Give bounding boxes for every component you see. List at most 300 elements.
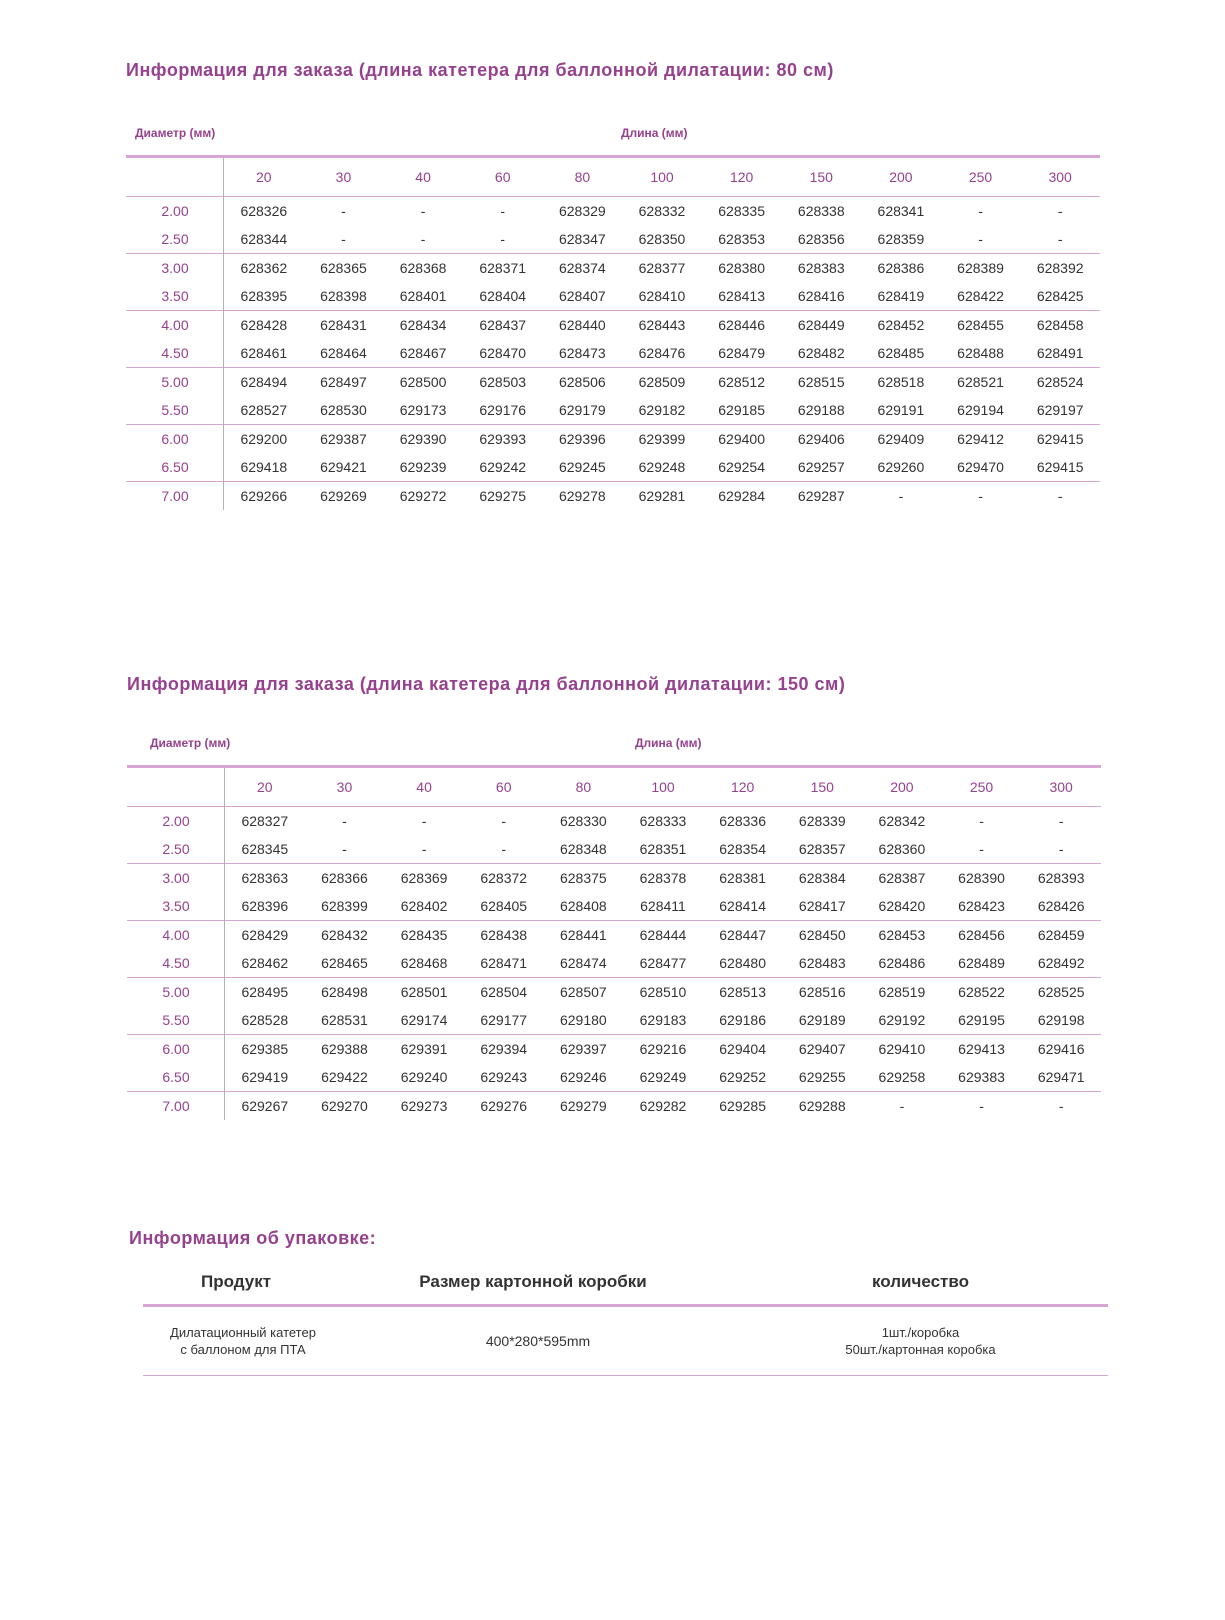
catalog-number-cell: 628374	[558, 260, 606, 276]
catalog-number-cell: 628486	[862, 949, 942, 978]
diameter-cell: 5.50	[126, 396, 224, 425]
packaging-header-row	[143, 1260, 1108, 1304]
catalog-number-cell: 629470	[941, 453, 1021, 482]
catalog-number-cell: 629410	[878, 1041, 926, 1057]
catalog-number-cell: 628501	[400, 984, 448, 1000]
catalog-number-cell: 629421	[304, 453, 384, 482]
catalog-number-cell: -	[463, 225, 543, 254]
catalog-number-cell: 628458	[1036, 317, 1084, 333]
catalog-number-cell: 628371	[479, 260, 527, 276]
catalog-number-cell: 628354	[703, 835, 783, 864]
catalog-number-cell: -	[898, 488, 904, 504]
catalog-number-cell: 628519	[878, 984, 926, 1000]
catalog-number-cell: 628468	[384, 949, 464, 978]
catalog-number-cell: 628353	[702, 225, 782, 254]
catalog-number-cell: 629413	[958, 1041, 1005, 1057]
length-header-cell: 200	[861, 158, 941, 197]
catalog-number-cell: 628513	[719, 984, 766, 1000]
catalog-number-cell: -	[1020, 225, 1100, 254]
catalog-number-cell: 629285	[719, 1098, 766, 1114]
catalog-number-cell: 629194	[941, 396, 1021, 425]
catalog-number-cell: 629255	[782, 1063, 862, 1092]
catalog-number-cell: 628450	[798, 927, 846, 943]
quantity-cell	[733, 1324, 1108, 1358]
catalog-number-cell: 628462	[225, 949, 305, 978]
catalog-number-cell: 628350	[622, 225, 702, 254]
diameter-cell: 4.50	[126, 339, 224, 368]
catalog-number-cell: 629409	[877, 431, 925, 447]
catalog-number-cell: 628333	[639, 813, 687, 829]
catalog-number-cell: 628504	[480, 984, 528, 1000]
length-header-cell: 30	[305, 768, 385, 807]
catalog-number-cell: 628516	[798, 984, 846, 1000]
catalog-number-cell: 629385	[241, 1041, 289, 1057]
catalog-number-cell: 628494	[240, 374, 288, 390]
catalog-number-cell: 629254	[702, 453, 782, 482]
catalog-number-cell: 628339	[798, 813, 846, 829]
catalog-number-cell: 629278	[558, 488, 606, 504]
catalog-number-cell: 628512	[718, 374, 765, 390]
catalog-number-cell: 629267	[241, 1098, 289, 1114]
catalog-number-cell: 629415	[1036, 431, 1084, 447]
catalog-number-cell: 629272	[399, 488, 447, 504]
catalog-number-cell: -	[978, 203, 983, 219]
diameter-cell: 6.00	[162, 1041, 190, 1057]
catalog-number-cell: 629245	[543, 453, 623, 482]
catalog-number-cell: 628435	[400, 927, 448, 943]
catalog-number-cell: 628377	[638, 260, 686, 276]
catalog-number-cell: -	[979, 813, 984, 829]
catalog-number-cell: 629275	[479, 488, 527, 504]
header-corner-cell	[127, 768, 225, 807]
catalog-number-cell: 629185	[702, 396, 782, 425]
catalog-number-cell: -	[501, 813, 507, 829]
catalog-number-cell: 629471	[1021, 1063, 1101, 1092]
catalog-number-cell: 629257	[781, 453, 861, 482]
catalog-number-cell: 628402	[384, 892, 464, 921]
catalog-number-cell: 629391	[400, 1041, 448, 1057]
catalog-number-cell: 628335	[718, 203, 765, 219]
catalog-number-cell: 628432	[321, 927, 368, 943]
length-header-cell: 60	[464, 768, 544, 807]
catalog-number-cell: 628366	[321, 870, 368, 886]
catalog-number-cell: 628363	[241, 870, 289, 886]
catalog-number-cell: 628329	[558, 203, 606, 219]
diameter-cell: 2.50	[127, 835, 225, 864]
product-name-line-1: Дилатационный катетер	[170, 1325, 316, 1340]
catalog-number-cell: 628341	[877, 203, 925, 219]
catalog-number-cell: 628465	[305, 949, 385, 978]
catalog-number-cell: 629197	[1020, 396, 1100, 425]
catalog-number-cell: 628357	[782, 835, 862, 864]
catalog-number-cell: 629407	[798, 1041, 846, 1057]
catalog-number-cell: 628345	[225, 835, 305, 864]
length-header-cell: 120	[702, 158, 782, 197]
diameter-cell: 4.00	[161, 317, 189, 333]
catalog-number-cell: 629279	[559, 1098, 607, 1114]
length-header-cell: 20	[225, 768, 305, 807]
diameter-label: Диаметр (мм)	[135, 126, 216, 140]
catalog-number-cell: -	[942, 835, 1022, 864]
diameter-cell: 4.00	[162, 927, 190, 943]
catalog-number-cell: 629397	[559, 1041, 607, 1057]
diameter-cell: 2.00	[161, 203, 189, 219]
catalog-number-cell: 628414	[703, 892, 783, 921]
catalog-number-cell: 628398	[304, 282, 384, 311]
catalog-number-cell: 628498	[321, 984, 368, 1000]
catalog-number-cell: 629287	[797, 488, 845, 504]
catalog-number-cell: 628470	[463, 339, 543, 368]
catalog-number-cell: 629176	[463, 396, 543, 425]
catalog-number-cell: 629216	[639, 1041, 687, 1057]
catalog-number-cell: 628362	[240, 260, 288, 276]
catalog-number-cell: 629415	[1020, 453, 1100, 482]
catalog-number-cell: 629249	[623, 1063, 703, 1092]
catalog-number-cell: 629258	[862, 1063, 942, 1092]
catalog-number-cell: 629422	[305, 1063, 385, 1092]
catalog-number-cell: 629400	[718, 431, 765, 447]
catalog-number-cell: 629281	[638, 488, 686, 504]
catalog-number-cell: 628425	[1020, 282, 1100, 311]
length-header-cell: 250	[941, 158, 1021, 197]
catalog-number-cell: 628413	[702, 282, 782, 311]
catalog-number-cell: 629406	[797, 431, 845, 447]
catalog-number-cell: 629173	[383, 396, 463, 425]
catalog-number-cell: 628437	[479, 317, 527, 333]
catalog-number-cell: 629288	[798, 1098, 846, 1114]
catalog-number-cell: 628441	[559, 927, 607, 943]
length-label: Длина (мм)	[635, 736, 702, 750]
catalog-number-cell: 629282	[639, 1098, 687, 1114]
catalog-number-cell: 629396	[558, 431, 606, 447]
catalog-number-cell: 628438	[480, 927, 528, 943]
catalog-number-cell: 628416	[781, 282, 861, 311]
catalog-number-cell: 629188	[781, 396, 861, 425]
catalog-number-cell: -	[342, 813, 347, 829]
catalog-number-cell: 629198	[1021, 1006, 1101, 1035]
catalog-number-cell: 628497	[320, 374, 367, 390]
catalog-number-cell: 628455	[957, 317, 1004, 333]
catalog-number-cell: 628515	[797, 374, 845, 390]
catalog-number-cell: 629388	[321, 1041, 368, 1057]
catalog-number-cell: 629266	[240, 488, 288, 504]
catalog-number-cell: 629419	[225, 1063, 305, 1092]
catalog-number-cell: 629416	[1037, 1041, 1085, 1057]
catalog-number-cell: 628477	[623, 949, 703, 978]
catalog-number-cell: 628348	[544, 835, 624, 864]
catalog-number-cell: 628368	[399, 260, 447, 276]
catalog-number-cell: 628476	[622, 339, 702, 368]
catalog-number-cell: -	[978, 488, 983, 504]
catalog-number-cell: 628410	[622, 282, 702, 311]
catalog-number-cell: 628392	[1036, 260, 1084, 276]
diameter-cell: 7.00	[162, 1098, 190, 1114]
catalog-number-cell: -	[1058, 1098, 1064, 1114]
catalog-number-cell: 628500	[399, 374, 447, 390]
catalog-number-cell: 628471	[464, 949, 544, 978]
catalog-number-cell: 629174	[384, 1006, 464, 1035]
catalog-number-cell: 628404	[463, 282, 543, 311]
product-name-line-2: с баллоном для ПТА	[180, 1342, 306, 1357]
catalog-number-cell: 628399	[305, 892, 385, 921]
order-table-150cm	[127, 732, 1101, 1120]
catalog-number-cell: 628405	[464, 892, 544, 921]
catalog-number-cell: -	[341, 203, 346, 219]
catalog-number-cell: 628365	[320, 260, 367, 276]
length-header-cell: 40	[383, 158, 463, 197]
catalog-number-cell: 628495	[241, 984, 289, 1000]
catalog-number-cell: 628332	[638, 203, 686, 219]
catalog-number-cell: -	[1058, 813, 1064, 829]
catalog-number-cell: 628380	[718, 260, 765, 276]
catalog-number-cell: 628327	[241, 813, 289, 829]
quantity-line-2: 50шт./картонная коробка	[845, 1342, 996, 1357]
catalog-number-cell: 629179	[543, 396, 623, 425]
order-table-80cm	[126, 122, 1100, 510]
header-corner-cell	[126, 158, 224, 197]
catalog-number-cell: 628522	[958, 984, 1005, 1000]
catalog-number-cell: 628452	[877, 317, 925, 333]
catalog-number-cell: 628338	[797, 203, 845, 219]
box-size-header: Размер картонной коробки	[419, 1272, 647, 1291]
catalog-number-cell: 629189	[782, 1006, 862, 1035]
product-header: Продукт	[201, 1272, 272, 1291]
catalog-number-cell: 628509	[638, 374, 686, 390]
diameter-cell: 5.50	[127, 1006, 225, 1035]
diameter-cell: 6.50	[126, 453, 224, 482]
catalog-number-cell: -	[305, 835, 385, 864]
catalog-number-cell: 628461	[224, 339, 304, 368]
catalog-number-cell: 628347	[543, 225, 623, 254]
catalog-number-cell: -	[899, 1098, 905, 1114]
catalog-number-cell: 628408	[544, 892, 624, 921]
catalog-number-cell: 628525	[1037, 984, 1085, 1000]
order-grid	[127, 768, 1101, 1120]
catalog-number-cell: -	[1021, 835, 1101, 864]
catalog-number-cell: 628510	[639, 984, 687, 1000]
catalog-number-cell: 629243	[464, 1063, 544, 1092]
catalog-number-cell: 628369	[400, 870, 448, 886]
catalog-number-cell: 628407	[543, 282, 623, 311]
catalog-number-cell: 628395	[224, 282, 304, 311]
catalog-number-cell: 628459	[1037, 927, 1085, 943]
catalog-number-cell: 628342	[878, 813, 926, 829]
catalog-number-cell: 628372	[480, 870, 528, 886]
diameter-cell: 5.00	[161, 374, 189, 390]
catalog-number-cell: 628444	[639, 927, 687, 943]
catalog-number-cell: 629418	[224, 453, 304, 482]
catalog-number-cell: 629180	[544, 1006, 624, 1035]
catalog-number-cell: 628386	[877, 260, 925, 276]
catalog-number-cell: 628356	[781, 225, 861, 254]
order-info-title-80cm: Информация для заказа (длина катетера для баллонной дилатации: 80 см)	[126, 60, 834, 80]
diameter-cell: 7.00	[161, 488, 189, 504]
catalog-number-cell: 628449	[797, 317, 845, 333]
length-header-cell: 300	[1021, 768, 1101, 807]
catalog-number-cell: 628447	[719, 927, 766, 943]
catalog-number-cell: 629240	[384, 1063, 464, 1092]
catalog-number-cell: 629200	[240, 431, 288, 447]
catalog-number-cell: 628393	[1037, 870, 1085, 886]
catalog-number-cell: 628330	[559, 813, 607, 829]
diameter-cell: 3.50	[126, 282, 224, 311]
catalog-number-cell: 628518	[877, 374, 925, 390]
catalog-number-cell: 629270	[321, 1098, 368, 1114]
catalog-number-cell: 628420	[862, 892, 942, 921]
catalog-number-cell: 629390	[399, 431, 447, 447]
catalog-number-cell: 628453	[878, 927, 926, 943]
length-header-cell: 80	[544, 768, 624, 807]
catalog-number-cell: 628474	[544, 949, 624, 978]
catalog-number-cell: 628423	[942, 892, 1022, 921]
catalog-number-cell: 628375	[559, 870, 607, 886]
catalog-number-cell: 628387	[878, 870, 926, 886]
catalog-number-cell: 629186	[703, 1006, 783, 1035]
catalog-number-cell: 628527	[224, 396, 304, 425]
catalog-number-cell: 629273	[400, 1098, 448, 1114]
catalog-number-cell: 628351	[623, 835, 703, 864]
packaging-row	[143, 1307, 1108, 1376]
catalog-number-cell: 629387	[320, 431, 367, 447]
catalog-number-cell: 628389	[957, 260, 1004, 276]
length-header-cell: 150	[782, 768, 862, 807]
length-header-cell: 20	[224, 158, 304, 197]
length-header-cell: 100	[623, 768, 703, 807]
catalog-number-cell: 629393	[479, 431, 527, 447]
catalog-number-cell: 628390	[958, 870, 1005, 886]
diameter-cell: 3.00	[161, 260, 189, 276]
catalog-number-cell: 629284	[718, 488, 765, 504]
length-header-cell: 250	[942, 768, 1022, 807]
catalog-number-cell: 629399	[638, 431, 686, 447]
catalog-number-cell: -	[1057, 203, 1063, 219]
table-header-labels	[127, 732, 1101, 765]
catalog-number-cell: 629269	[320, 488, 367, 504]
catalog-number-cell: 628359	[861, 225, 941, 254]
catalog-number-cell: 629383	[942, 1063, 1022, 1092]
catalog-number-cell: 628482	[781, 339, 861, 368]
catalog-number-cell: -	[500, 203, 506, 219]
catalog-number-cell: 628434	[399, 317, 447, 333]
catalog-number-cell: 628426	[1021, 892, 1101, 921]
catalog-number-cell: 628521	[957, 374, 1004, 390]
catalog-number-cell: 628506	[558, 374, 606, 390]
catalog-number-cell: 629404	[719, 1041, 766, 1057]
diameter-cell: 3.00	[162, 870, 190, 886]
catalog-number-cell: 629248	[622, 453, 702, 482]
catalog-number-cell: 628384	[798, 870, 846, 886]
catalog-number-cell: 628411	[623, 892, 703, 921]
catalog-number-cell: 628383	[797, 260, 845, 276]
box-size-cell: 400*280*595mm	[485, 1333, 591, 1349]
catalog-number-cell: 629195	[942, 1006, 1022, 1035]
length-header-cell: 80	[543, 158, 623, 197]
diameter-cell: 3.50	[127, 892, 225, 921]
catalog-number-cell: 628503	[479, 374, 527, 390]
catalog-number-cell: 628531	[305, 1006, 385, 1035]
catalog-number-cell: 628396	[225, 892, 305, 921]
catalog-number-cell: 629246	[544, 1063, 624, 1092]
catalog-number-cell: -	[420, 203, 426, 219]
catalog-number-cell: 628483	[782, 949, 862, 978]
catalog-number-cell: 629182	[622, 396, 702, 425]
catalog-number-cell: 628381	[719, 870, 766, 886]
catalog-number-cell: 629252	[703, 1063, 783, 1092]
length-header-cell: 120	[703, 768, 783, 807]
catalog-number-cell: 628336	[719, 813, 766, 829]
catalog-number-cell: 628491	[1020, 339, 1100, 368]
diameter-cell: 6.00	[161, 431, 189, 447]
catalog-number-cell: 628428	[240, 317, 288, 333]
catalog-number-cell: 628479	[702, 339, 782, 368]
catalog-number-cell: 628485	[861, 339, 941, 368]
catalog-number-cell: 628492	[1021, 949, 1101, 978]
length-header-cell: 150	[781, 158, 861, 197]
catalog-number-cell: 629191	[861, 396, 941, 425]
catalog-number-cell: -	[1057, 488, 1063, 504]
catalog-number-cell: 629394	[480, 1041, 528, 1057]
catalog-number-cell: -	[383, 225, 463, 254]
length-label: Длина (мм)	[621, 126, 688, 140]
catalog-number-cell: -	[304, 225, 384, 254]
catalog-number-cell: 628488	[941, 339, 1021, 368]
packaging-info-title: Информация об упаковке:	[129, 1228, 377, 1248]
packaging-table	[143, 1260, 1108, 1376]
catalog-number-cell: 629412	[957, 431, 1004, 447]
catalog-number-cell: 628378	[639, 870, 687, 886]
diameter-cell: 2.50	[126, 225, 224, 254]
catalog-number-cell: 628528	[225, 1006, 305, 1035]
length-header-cell: 300	[1020, 158, 1100, 197]
diameter-label: Диаметр (мм)	[150, 736, 231, 750]
catalog-number-cell: 628419	[861, 282, 941, 311]
catalog-number-cell: 628489	[942, 949, 1022, 978]
catalog-number-cell: 628446	[718, 317, 765, 333]
catalog-number-cell: 628530	[304, 396, 384, 425]
order-info-title-150cm: Информация для заказа (длина катетера для баллонной дилатации: 150 см)	[127, 674, 846, 694]
catalog-number-cell: 629183	[623, 1006, 703, 1035]
catalog-number-cell: 628326	[240, 203, 288, 219]
catalog-number-cell: 629177	[464, 1006, 544, 1035]
catalog-number-cell: 629260	[861, 453, 941, 482]
catalog-number-cell: 628440	[558, 317, 606, 333]
product-cell	[143, 1324, 343, 1358]
catalog-number-cell: 628344	[224, 225, 304, 254]
order-grid	[126, 158, 1100, 510]
length-header-cell: 30	[304, 158, 384, 197]
quantity-header: количество	[872, 1272, 969, 1291]
length-header-cell: 60	[463, 158, 543, 197]
catalog-number-cell: 628473	[543, 339, 623, 368]
catalog-number-cell: -	[464, 835, 544, 864]
diameter-cell: 6.50	[127, 1063, 225, 1092]
catalog-number-cell: 628431	[320, 317, 367, 333]
length-header-cell: 40	[384, 768, 464, 807]
catalog-number-cell: 628507	[559, 984, 607, 1000]
length-header-cell: 100	[622, 158, 702, 197]
catalog-number-cell: 628429	[241, 927, 289, 943]
quantity-line-1: 1шт./коробка	[881, 1325, 960, 1340]
catalog-number-cell: 628464	[304, 339, 384, 368]
catalog-number-cell: 629276	[480, 1098, 528, 1114]
diameter-cell: 5.00	[162, 984, 190, 1000]
catalog-number-cell: 628443	[638, 317, 686, 333]
catalog-number-cell: -	[979, 1098, 984, 1114]
catalog-number-cell: 629192	[862, 1006, 942, 1035]
catalog-number-cell: 628524	[1036, 374, 1084, 390]
table-header-labels	[126, 122, 1100, 155]
catalog-number-cell: -	[421, 813, 427, 829]
